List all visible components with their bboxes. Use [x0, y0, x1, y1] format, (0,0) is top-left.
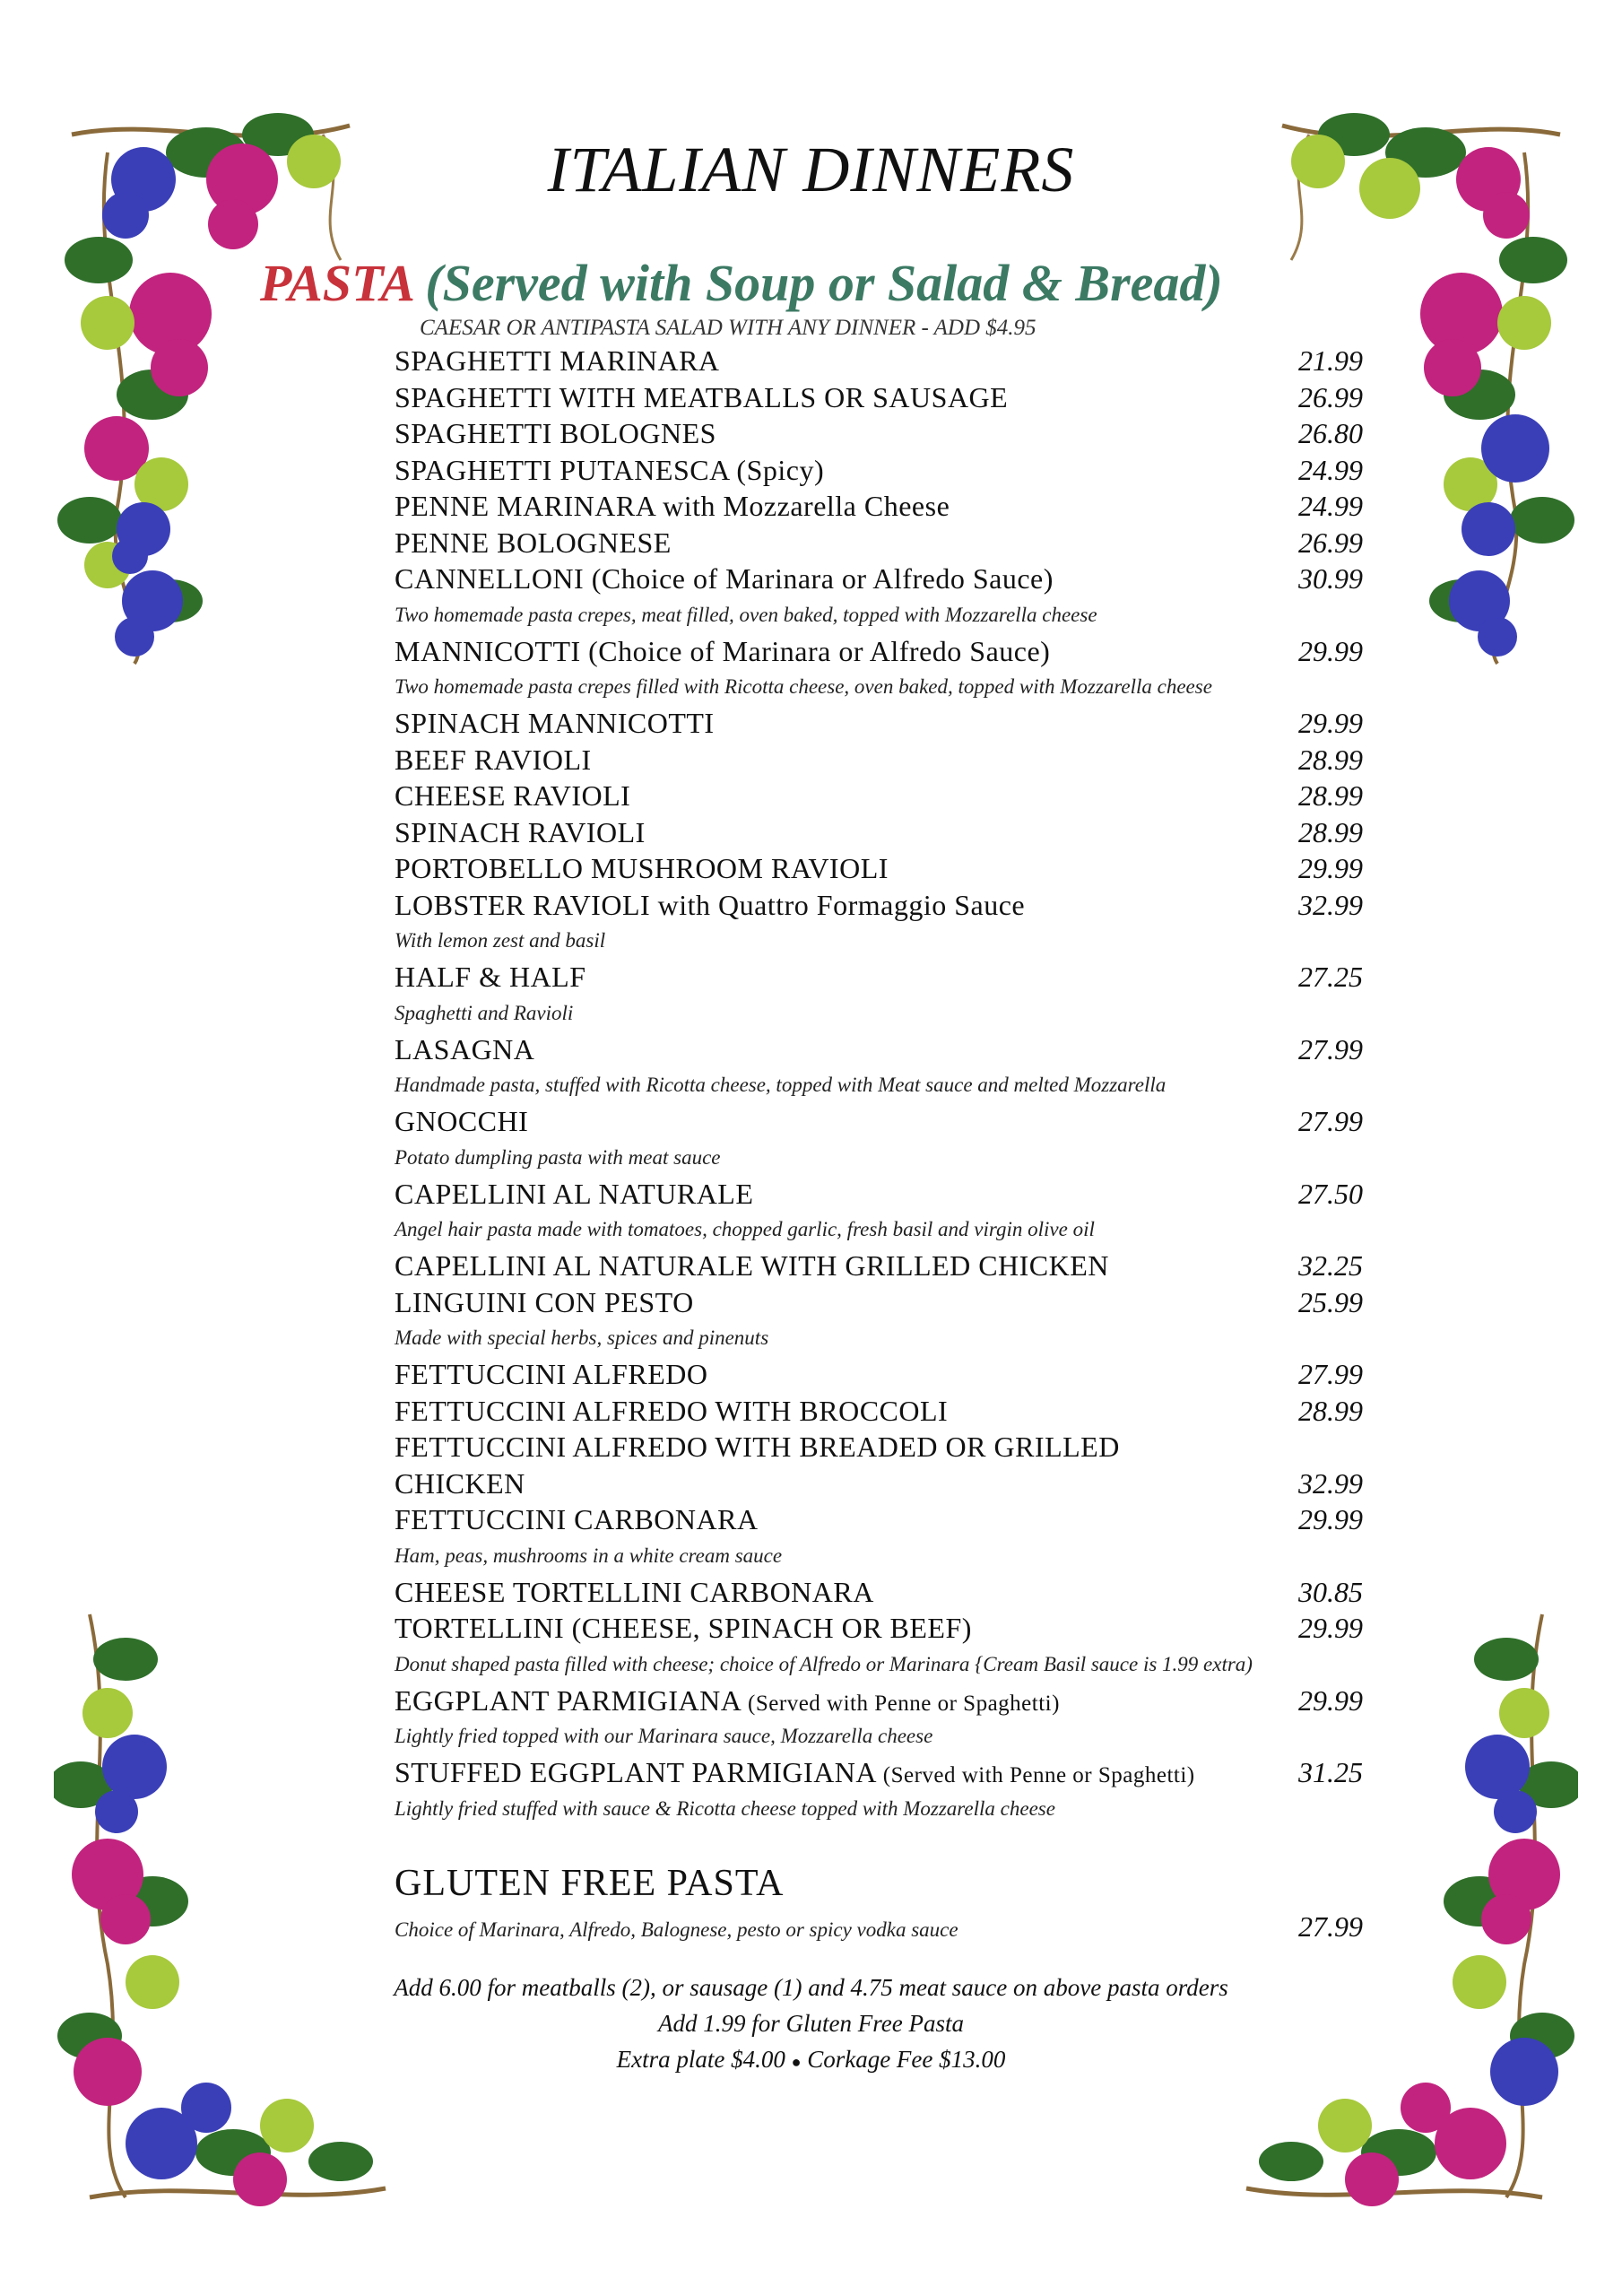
menu-item-row [395, 1501, 1363, 1538]
menu-item-price: 30.85 [1298, 1575, 1363, 1608]
menu-item-row [395, 1683, 1363, 1719]
menu-item-price: 27.99 [1298, 1032, 1363, 1065]
grapevine-bottom-left [54, 1605, 412, 2215]
menu-item-row [395, 1103, 1363, 1140]
menu-item [395, 1284, 1363, 1357]
menu-item-description: Lightly fried topped with our Marinara sauce, Mozzarella cheese [395, 1725, 933, 1747]
menu-item-price: 24.99 [1298, 490, 1363, 522]
menu-item-name [395, 415, 716, 452]
menu-item [395, 1393, 1363, 1430]
menu-item [395, 452, 1363, 489]
menu-item-description: Made with special herbs, spices and pinenuts [395, 1326, 769, 1349]
menu-item-title: SPAGHETTI PUTANESCA (Spicy) [395, 453, 825, 486]
menu-item [395, 1610, 1363, 1683]
menu-item [395, 1248, 1363, 1284]
menu-item-name [395, 887, 1025, 924]
menu-item-row [395, 1284, 1363, 1321]
menu-item-row [395, 814, 1363, 851]
menu-item-title: CANNELLONI (Choice of Marinara or Alfredo Sauce) [395, 562, 1054, 595]
menu-item [395, 525, 1363, 561]
menu-item-title: LASAGNA [395, 1032, 535, 1065]
menu-item-row [395, 1574, 1363, 1611]
menu-item [395, 850, 1363, 887]
menu-item-description: Angel hair pasta made with tomatoes, chopped garlic, fresh basil and virgin olive oil [395, 1218, 1095, 1240]
menu-item-name [395, 633, 1050, 670]
menu-item-title: CHEESE TORTELLINI CARBONARA [395, 1575, 874, 1608]
menu-item-row [395, 1176, 1363, 1213]
menu-item-title: MANNICOTTI (Choice of Marinara or Alfredo Sauce) [395, 634, 1051, 667]
menu-item-row [395, 1429, 1363, 1501]
menu-item-name [395, 1429, 1237, 1501]
footer-line-addons: Add 6.00 for meatballs (2), or sausage (1) and 4.75 meat sauce on above pasta orders [394, 1974, 1228, 2001]
menu-item-name [395, 1356, 707, 1393]
menu-item [395, 887, 1363, 960]
menu-item-price: 27.99 [1298, 1358, 1363, 1390]
menu-item-price: 29.99 [1298, 707, 1363, 739]
menu-item-price: 28.99 [1298, 1394, 1363, 1427]
menu-item-title: PORTOBELLO MUSHROOM RAVIOLI [395, 852, 889, 884]
menu-item [395, 1754, 1363, 1827]
menu-item-name [395, 959, 586, 996]
menu-item-title: FETTUCCINI CARBONARA [395, 1503, 759, 1535]
menu-item-name [395, 814, 646, 851]
menu-item-row [395, 379, 1363, 416]
menu-item-price: 29.99 [1298, 852, 1363, 884]
menu-item-row [395, 705, 1363, 742]
menu-item-row [395, 488, 1363, 525]
menu-item [395, 1429, 1363, 1501]
menu-item-description: With lemon zest and basil [395, 929, 606, 952]
menu-item-row [395, 1610, 1363, 1647]
menu-item-row [395, 742, 1363, 778]
menu-item-name [395, 1284, 694, 1321]
menu-item-title: LINGUINI CON PESTO [395, 1285, 694, 1318]
menu-item-row [395, 415, 1363, 452]
menu-item [395, 1501, 1363, 1574]
menu-item-title: SPAGHETTI BOLOGNES [395, 417, 716, 449]
menu-item-serving-note: (Served with Penne or Spaghetti) [882, 1763, 1195, 1787]
menu-item-row [395, 525, 1363, 561]
menu-item-price: 26.99 [1298, 526, 1363, 559]
menu-item-row [395, 959, 1363, 996]
menu-item-row [395, 1248, 1363, 1284]
gluten-free-description: Choice of Marinara, Alfredo, Balognese, pesto or spicy vodka sauce [395, 1918, 958, 1941]
gluten-free-row [395, 1909, 1363, 1945]
menu-item-price: 29.99 [1298, 1683, 1363, 1717]
menu-item [395, 379, 1363, 416]
menu-item-row [395, 561, 1363, 597]
menu-item-price: 27.99 [1298, 1105, 1363, 1137]
menu-item-description: Potato dumpling pasta with meat sauce [395, 1145, 721, 1169]
menu-item-name [395, 525, 672, 561]
menu-item-price: 30.99 [1298, 562, 1363, 595]
menu-item-name [395, 705, 715, 742]
menu-item-price: 28.99 [1298, 743, 1363, 776]
menu-item-price: 27.50 [1298, 1177, 1363, 1210]
menu-item-price: 24.99 [1298, 453, 1363, 486]
menu-item [395, 959, 1363, 1031]
menu-item-name [395, 343, 720, 379]
section-note: CAESAR OR ANTIPASTA SALAD WITH ANY DINNER - ADD $4.95 [420, 316, 1037, 340]
menu-item-title: BEEF RAVIOLI [395, 743, 592, 776]
extra-plate-fee: Extra plate $4.00 [616, 2046, 785, 2073]
menu-item-row [395, 343, 1363, 379]
menu-item-serving-note: (Served with Penne or Spaghetti) [748, 1691, 1060, 1716]
menu-item [395, 415, 1363, 452]
menu-item [395, 778, 1363, 814]
menu-item-description: Handmade pasta, stuffed with Ricotta cheese, topped with Meat sauce and melted Mozzarella [395, 1074, 1167, 1096]
menu-item-title: GNOCCHI [395, 1105, 529, 1137]
menu-item-price: 31.25 [1298, 1756, 1363, 1788]
menu-item [395, 742, 1363, 778]
menu-item-name [395, 561, 1054, 597]
menu-item [395, 1356, 1363, 1393]
menu-item-row [395, 850, 1363, 887]
menu-item-price: 32.25 [1298, 1249, 1363, 1282]
menu-item-title: PENNE MARINARA with Mozzarella Cheese [395, 490, 950, 522]
menu-item [395, 1176, 1363, 1248]
menu-item-name [395, 1248, 1109, 1284]
menu-item-title: HALF & HALF [395, 961, 586, 993]
menu-item-price: 32.99 [1298, 888, 1363, 921]
menu-item-description: Two homemade pasta crepes filled with Ricotta cheese, oven baked, topped with Mozzarella cheese [395, 675, 1212, 698]
page-title: ITALIAN DINNERS [547, 134, 1075, 205]
menu-item-title: CHEESE RAVIOLI [395, 779, 631, 812]
menu-item-description: Donut shaped pasta filled with cheese; choice of Alfredo or Marinara {Cream Basil sauce is 1.99 extra) [395, 1652, 1253, 1675]
menu-item-description: Spaghetti and Ravioli [395, 1001, 574, 1024]
menu-item-name [395, 1574, 874, 1611]
menu-item-title: LOBSTER RAVIOLI with Quattro Formaggio Sauce [395, 888, 1026, 921]
menu-item-name [395, 778, 630, 814]
menu-item-title: FETTUCCINI ALFREDO [395, 1358, 708, 1390]
gluten-free-title: GLUTEN FREE PASTA [395, 1863, 785, 1904]
menu-item-price: 29.99 [1298, 634, 1363, 667]
footer-line-gluten-free: Add 1.99 for Gluten Free Pasta [658, 2010, 964, 2037]
menu-item [395, 1103, 1363, 1176]
menu-item-title: TORTELLINI (CHEESE, SPINACH OR BEEF) [395, 1612, 972, 1644]
menu-item-name [395, 1393, 948, 1430]
menu-item-title: SPAGHETTI WITH MEATBALLS OR SAUSAGE [395, 380, 1009, 413]
menu-item [395, 561, 1363, 633]
menu-item [395, 705, 1363, 742]
menu-item-name [395, 1754, 1195, 1795]
gluten-free-section [395, 1858, 1363, 1945]
menu-item-title: PENNE BOLOGNESE [395, 526, 672, 559]
menu-item-title: FETTUCCINI ALFREDO WITH BROCCOLI [395, 1394, 949, 1427]
menu-item-name [395, 742, 592, 778]
menu-item-title: SPAGHETTI MARINARA [395, 344, 720, 377]
menu-item-name [395, 1610, 972, 1647]
menu-item-name [395, 1176, 753, 1213]
menu-list [395, 343, 1363, 1827]
menu-item-price: 26.80 [1298, 417, 1363, 449]
menu-item [395, 343, 1363, 379]
menu-item-price: 26.99 [1298, 380, 1363, 413]
menu-item-title: CAPELLINI AL NATURALE [395, 1177, 754, 1210]
section-heading [260, 253, 1300, 313]
menu-item-price: 28.99 [1298, 779, 1363, 812]
menu-item [395, 1574, 1363, 1611]
menu-item-title: SPINACH RAVIOLI [395, 815, 646, 848]
menu-item [395, 1683, 1363, 1755]
menu-item-name [395, 1501, 759, 1538]
menu-item-row [395, 1031, 1363, 1068]
menu-item-title: STUFFED EGGPLANT PARMIGIANA [395, 1756, 876, 1788]
menu-item [395, 1031, 1363, 1104]
menu-item-row [395, 1356, 1363, 1393]
menu-item-title: FETTUCCINI ALFREDO WITH BREADED OR GRILLED CHICKEN [395, 1431, 1120, 1500]
menu-item-description: Two homemade pasta crepes, meat filled, oven baked, topped with Mozzarella cheese [395, 603, 1097, 626]
menu-item [395, 633, 1363, 706]
menu-item-name [395, 452, 824, 489]
menu-item [395, 814, 1363, 851]
menu-item-price: 32.99 [1298, 1466, 1363, 1500]
menu-item-name [395, 1103, 528, 1140]
menu-item-title: CAPELLINI AL NATURALE WITH GRILLED CHICKEN [395, 1249, 1109, 1282]
menu-item-price: 28.99 [1298, 815, 1363, 848]
bullet-separator: ● [791, 2052, 802, 2071]
menu-item-name [395, 1683, 1060, 1723]
menu-item-row [395, 452, 1363, 489]
menu-item-name [395, 379, 1008, 416]
menu-item-name [395, 850, 889, 887]
menu-item-row [395, 1393, 1363, 1430]
menu-item-price: 25.99 [1298, 1285, 1363, 1318]
section-heading-pasta: PASTA [260, 254, 412, 312]
menu-item-name [395, 1031, 534, 1068]
menu-item-title: SPINACH MANNICOTTI [395, 707, 715, 739]
menu-item-row [395, 633, 1363, 670]
menu-item-description: Lightly fried stuffed with sauce & Ricotta cheese topped with Mozzarella cheese [395, 1796, 1055, 1820]
menu-item-price: 21.99 [1298, 344, 1363, 377]
menu-item-price: 27.25 [1298, 961, 1363, 993]
gluten-free-price: 27.99 [1298, 1910, 1363, 1943]
menu-item-price: 29.99 [1298, 1612, 1363, 1644]
menu-item-row [395, 887, 1363, 924]
section-heading-served-with: (Served with Soup or Salad & Bread) [425, 254, 1223, 312]
menu-item-title: EGGPLANT PARMIGIANA [395, 1683, 741, 1717]
footer-notes [0, 1970, 1622, 2080]
footer-line-fees [0, 2041, 1622, 2080]
menu-item-description: Ham, peas, mushrooms in a white cream sauce [395, 1544, 783, 1567]
menu-item-row [395, 778, 1363, 814]
menu-item-name [395, 488, 950, 525]
menu-item-price: 29.99 [1298, 1503, 1363, 1535]
corkage-fee: Corkage Fee $13.00 [807, 2046, 1006, 2073]
menu-item [395, 488, 1363, 525]
menu-item-row [395, 1754, 1363, 1791]
